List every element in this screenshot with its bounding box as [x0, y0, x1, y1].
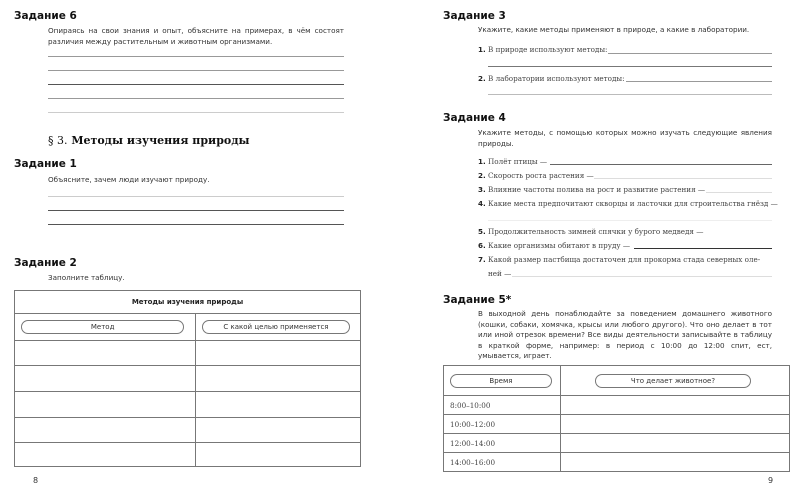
column-header-method: Метод: [21, 320, 184, 334]
time-cell: 8:00–10:00: [444, 396, 561, 415]
methods-table: [14, 290, 361, 467]
answer-line[interactable]: [488, 220, 772, 221]
task4-item-3: 3. Влияние частоты полива на рост и развитие растения —: [478, 185, 706, 194]
task4-item-4: 4. Какие места предпочитают скворцы и ласточки для строительства гнёзд —: [478, 199, 778, 208]
task1-text: Объясните, зачем люди изучают природу.: [48, 175, 210, 184]
task6-heading: Задание 6: [14, 10, 77, 22]
page-number-right: 9: [768, 476, 774, 485]
task3-heading: Задание 3: [443, 10, 506, 22]
activity-cell[interactable]: [561, 434, 790, 453]
task2-heading: Задание 2: [14, 257, 77, 269]
task4-item-2: 2. Скорость роста растения —: [478, 171, 594, 180]
task1-heading: Задание 1: [14, 158, 77, 170]
table-cell[interactable]: [196, 392, 361, 418]
table-row: [15, 392, 361, 418]
table-cell[interactable]: [15, 392, 196, 418]
task4-item-6: 6. Какие организмы обитают в пруду —: [478, 241, 631, 250]
answer-line[interactable]: [594, 178, 772, 179]
activity-cell[interactable]: [561, 453, 790, 472]
animal-observation-table: [443, 365, 790, 472]
task4-text: Укажите методы, с помощью которых можно изучать следующие явления природы.: [478, 128, 772, 148]
answer-line[interactable]: [512, 276, 772, 277]
table-cell[interactable]: [196, 418, 361, 443]
section-name: Методы изучения природы: [71, 134, 250, 147]
task3-item-2: 2. В лаборатории используют методы:: [478, 74, 625, 83]
answer-line[interactable]: [550, 164, 772, 165]
table-cell[interactable]: [15, 443, 196, 467]
task4-item-7: 7. Какой размер пастбища достаточен для прокорма стада северных оле-: [478, 255, 761, 264]
task3-item-1: 1. В природе используют методы:: [478, 45, 608, 54]
answer-line[interactable]: [48, 56, 344, 57]
task4-item-1: 1. Полёт птицы —: [478, 157, 548, 166]
task2-text: Заполните таблицу.: [48, 273, 125, 282]
table-cell[interactable]: [196, 443, 361, 467]
task3-text: Укажите, какие методы применяют в природе, а какие в лаборатории.: [478, 25, 750, 34]
table-row: [15, 366, 361, 392]
answer-line[interactable]: [48, 84, 344, 85]
answer-line[interactable]: [608, 53, 772, 54]
table-cell[interactable]: [15, 418, 196, 443]
section-number: § 3.: [48, 134, 68, 147]
column-header-purpose: С какой целью применяется: [202, 320, 350, 334]
column-header-activity: Что делает животное?: [595, 374, 751, 388]
table-row: [444, 453, 790, 472]
time-cell: 12:00–14:00: [444, 434, 561, 453]
task4-item-7-cont: ней —: [488, 269, 512, 278]
time-cell: 14:00–16:00: [444, 453, 561, 472]
table-row: [15, 443, 361, 467]
answer-line[interactable]: [48, 98, 344, 99]
task6-text: Опираясь на свои знания и опыт, объясните на примерах, в чём состоят различия между растительным и животным организмами.: [48, 26, 344, 46]
time-cell: 10:00–12:00: [444, 415, 561, 434]
table-row: [444, 434, 790, 453]
table-row: [444, 415, 790, 434]
activity-cell[interactable]: [561, 396, 790, 415]
table-cell[interactable]: [196, 366, 361, 392]
table-row: [15, 418, 361, 443]
table-cell[interactable]: [196, 341, 361, 366]
section-title: [48, 134, 250, 147]
table-title: Методы изучения природы: [15, 291, 361, 314]
answer-line[interactable]: [48, 196, 344, 197]
table-row: [444, 396, 790, 415]
answer-line[interactable]: [626, 81, 772, 82]
table-row: [15, 341, 361, 366]
task4-heading: Задание 4: [443, 112, 506, 124]
page-number-left: 8: [33, 476, 39, 485]
answer-line[interactable]: [48, 210, 344, 211]
table-cell[interactable]: [15, 341, 196, 366]
answer-line[interactable]: [48, 224, 344, 225]
answer-line[interactable]: [634, 248, 772, 249]
answer-line[interactable]: [488, 94, 772, 95]
answer-line[interactable]: [48, 70, 344, 71]
answer-line[interactable]: [488, 66, 772, 67]
column-header-time: Время: [450, 374, 552, 388]
table-cell[interactable]: [15, 366, 196, 392]
task5-heading: Задание 5*: [443, 294, 512, 306]
answer-line[interactable]: [48, 112, 344, 113]
answer-line[interactable]: [706, 192, 772, 193]
task4-item-5: 5. Продолжительность зимней спячки у бурого медведя —: [478, 227, 704, 236]
task5-text: В выходной день понаблюдайте за поведением домашнего животного (кошки, собаки, хомячка, крысы или любого другого). Что оно делает в тот или иной отрезок времени? Все виды деятельности записывайте в таблицу в краткой форме, например: в период с 10:00 до 12:00 спит, ест, умывается, играет.: [478, 309, 772, 360]
activity-cell[interactable]: [561, 415, 790, 434]
